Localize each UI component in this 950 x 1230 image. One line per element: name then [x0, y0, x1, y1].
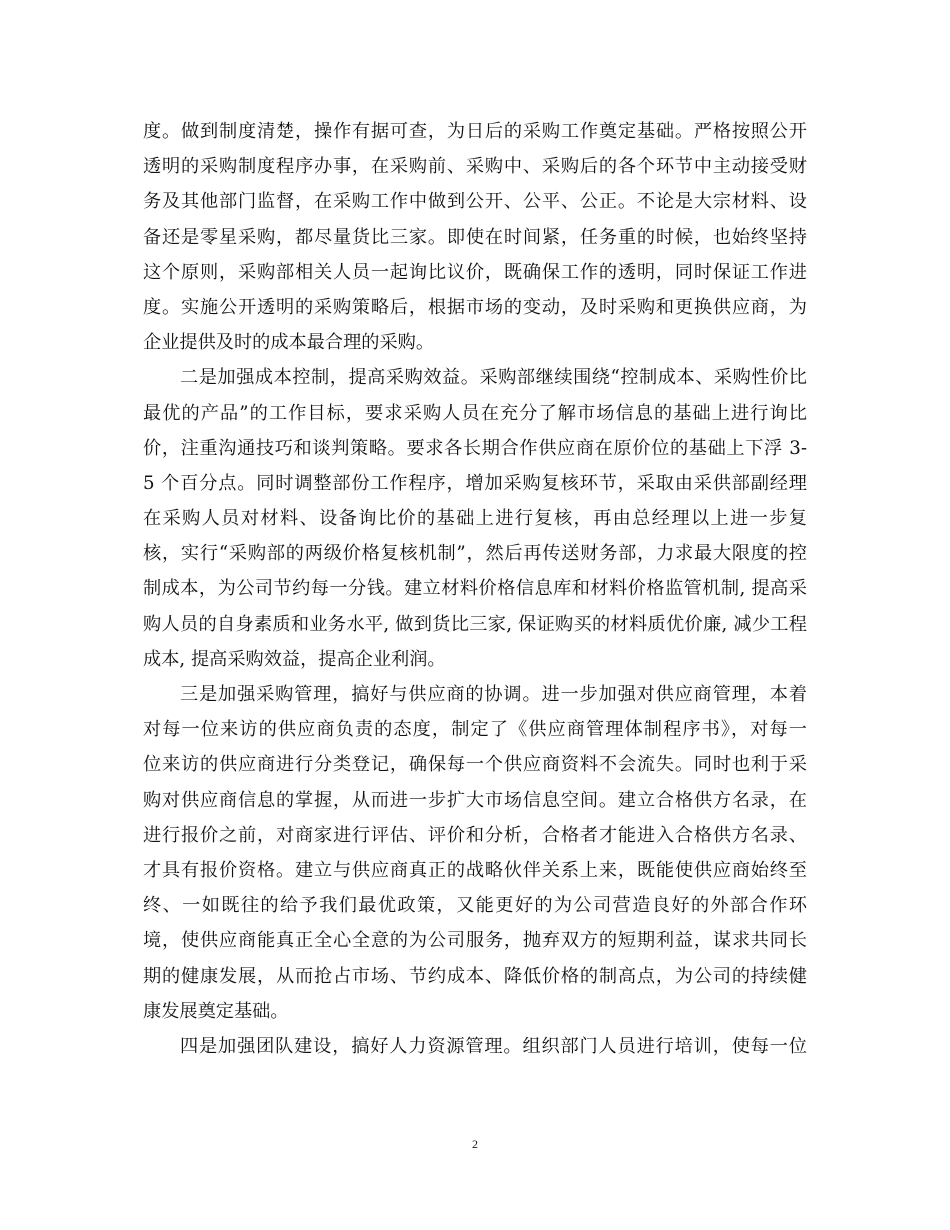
- text-line: 对每一位来访的供应商负责的态度，制定了《供应商管理体制程序书》，对每一: [143, 719, 807, 741]
- text-line: 境，使供应商能真正全心全意的为公司服务，抛弃双方的短期利益，谋求共同长: [143, 930, 807, 952]
- text-line: 在采购人员对材料、设备询比价的基础上进行复核，再由总经理以上进一步复: [143, 508, 807, 530]
- text-line: 备还是零星采购，都尽量货比三家。即使在时间紧，任务重的时候，也始终坚持: [143, 226, 807, 248]
- text-line: 才具有报价资格。建立与供应商真正的战略伙伴关系上来，既能使供应商始终至: [143, 859, 807, 881]
- text-line: 最优的产品”的工作目标，要求采购人员在充分了解市场信息的基础上进行询比: [143, 402, 807, 424]
- text-line: 终、一如既往的给予我们最优政策，又能更好的为公司营造良好的外部合作环: [143, 895, 807, 917]
- text-line: 期的健康发展，从而抢占市场、节约成本、降低价格的制高点，为公司的持续健: [143, 965, 807, 987]
- paragraph-first-line: 二是加强成本控制，提高采购效益。采购部继续围绕“控制成本、采购性价比: [180, 367, 807, 389]
- text-line: 透明的采购制度程序办事，在采购前、采购中、采购后的各个环节中主动接受财: [143, 156, 807, 178]
- text-line: 务及其他部门监督，在采购工作中做到公开、公平、公正。不论是大宗材料、设: [143, 191, 807, 213]
- page-number: 2: [472, 1137, 478, 1151]
- body-text: [143, 114, 807, 1064]
- text-line: 位来访的供应商进行分类登记，确保每一个供应商资料不会流失。同时也利于采: [143, 754, 807, 776]
- text-line: 这个原则，采购部相关人员一起询比议价，既确保工作的透明，同时保证工作进: [143, 261, 807, 283]
- text-line: 康发展奠定基础。: [143, 1000, 289, 1022]
- text-line: 核，实行“采购部的两级价格复核机制”，然后再传送财务部，力求最大限度的控: [143, 543, 807, 565]
- text-line: 成本, 提高采购效益，提高企业利润。: [143, 648, 446, 670]
- paragraph-first-line: 四是加强团队建设，搞好人力资源管理。组织部门人员进行培训，使每一位: [180, 1035, 807, 1057]
- text-line: 购人员的自身素质和业务水平, 做到货比三家, 保证购买的材料质优价廉, 减少工程: [143, 613, 807, 635]
- text-line: 购对供应商信息的掌握，从而进一步扩大市场信息空间。建立合格供方名录，在: [143, 789, 807, 811]
- text-line: 制成本，为公司节约每一分钱。建立材料价格信息库和材料价格监管机制, 提高采: [143, 578, 807, 600]
- text-line: 度。做到制度清楚，操作有据可查，为日后的采购工作奠定基础。严格按照公开: [143, 121, 807, 142]
- text-line: 5 个百分点。同时调整部份工作程序，增加采购复核环节，采取由采供部副经理: [143, 472, 807, 494]
- text-line: 度。实施公开透明的采购策略后，根据市场的变动，及时采购和更换供应商，为: [143, 296, 807, 318]
- paragraph-first-line: 三是加强采购管理，搞好与供应商的协调。进一步加强对供应商管理，本着: [180, 684, 807, 705]
- text-line: 价，注重沟通技巧和谈判策略。要求各长期合作供应商在原价位的基础上下浮 3-: [143, 437, 807, 459]
- text-line: 进行报价之前，对商家进行评估、评价和分析，合格者才能进入合格供方名录、: [143, 824, 807, 846]
- text-line: 企业提供及时的成本最合理的采购。: [143, 332, 435, 354]
